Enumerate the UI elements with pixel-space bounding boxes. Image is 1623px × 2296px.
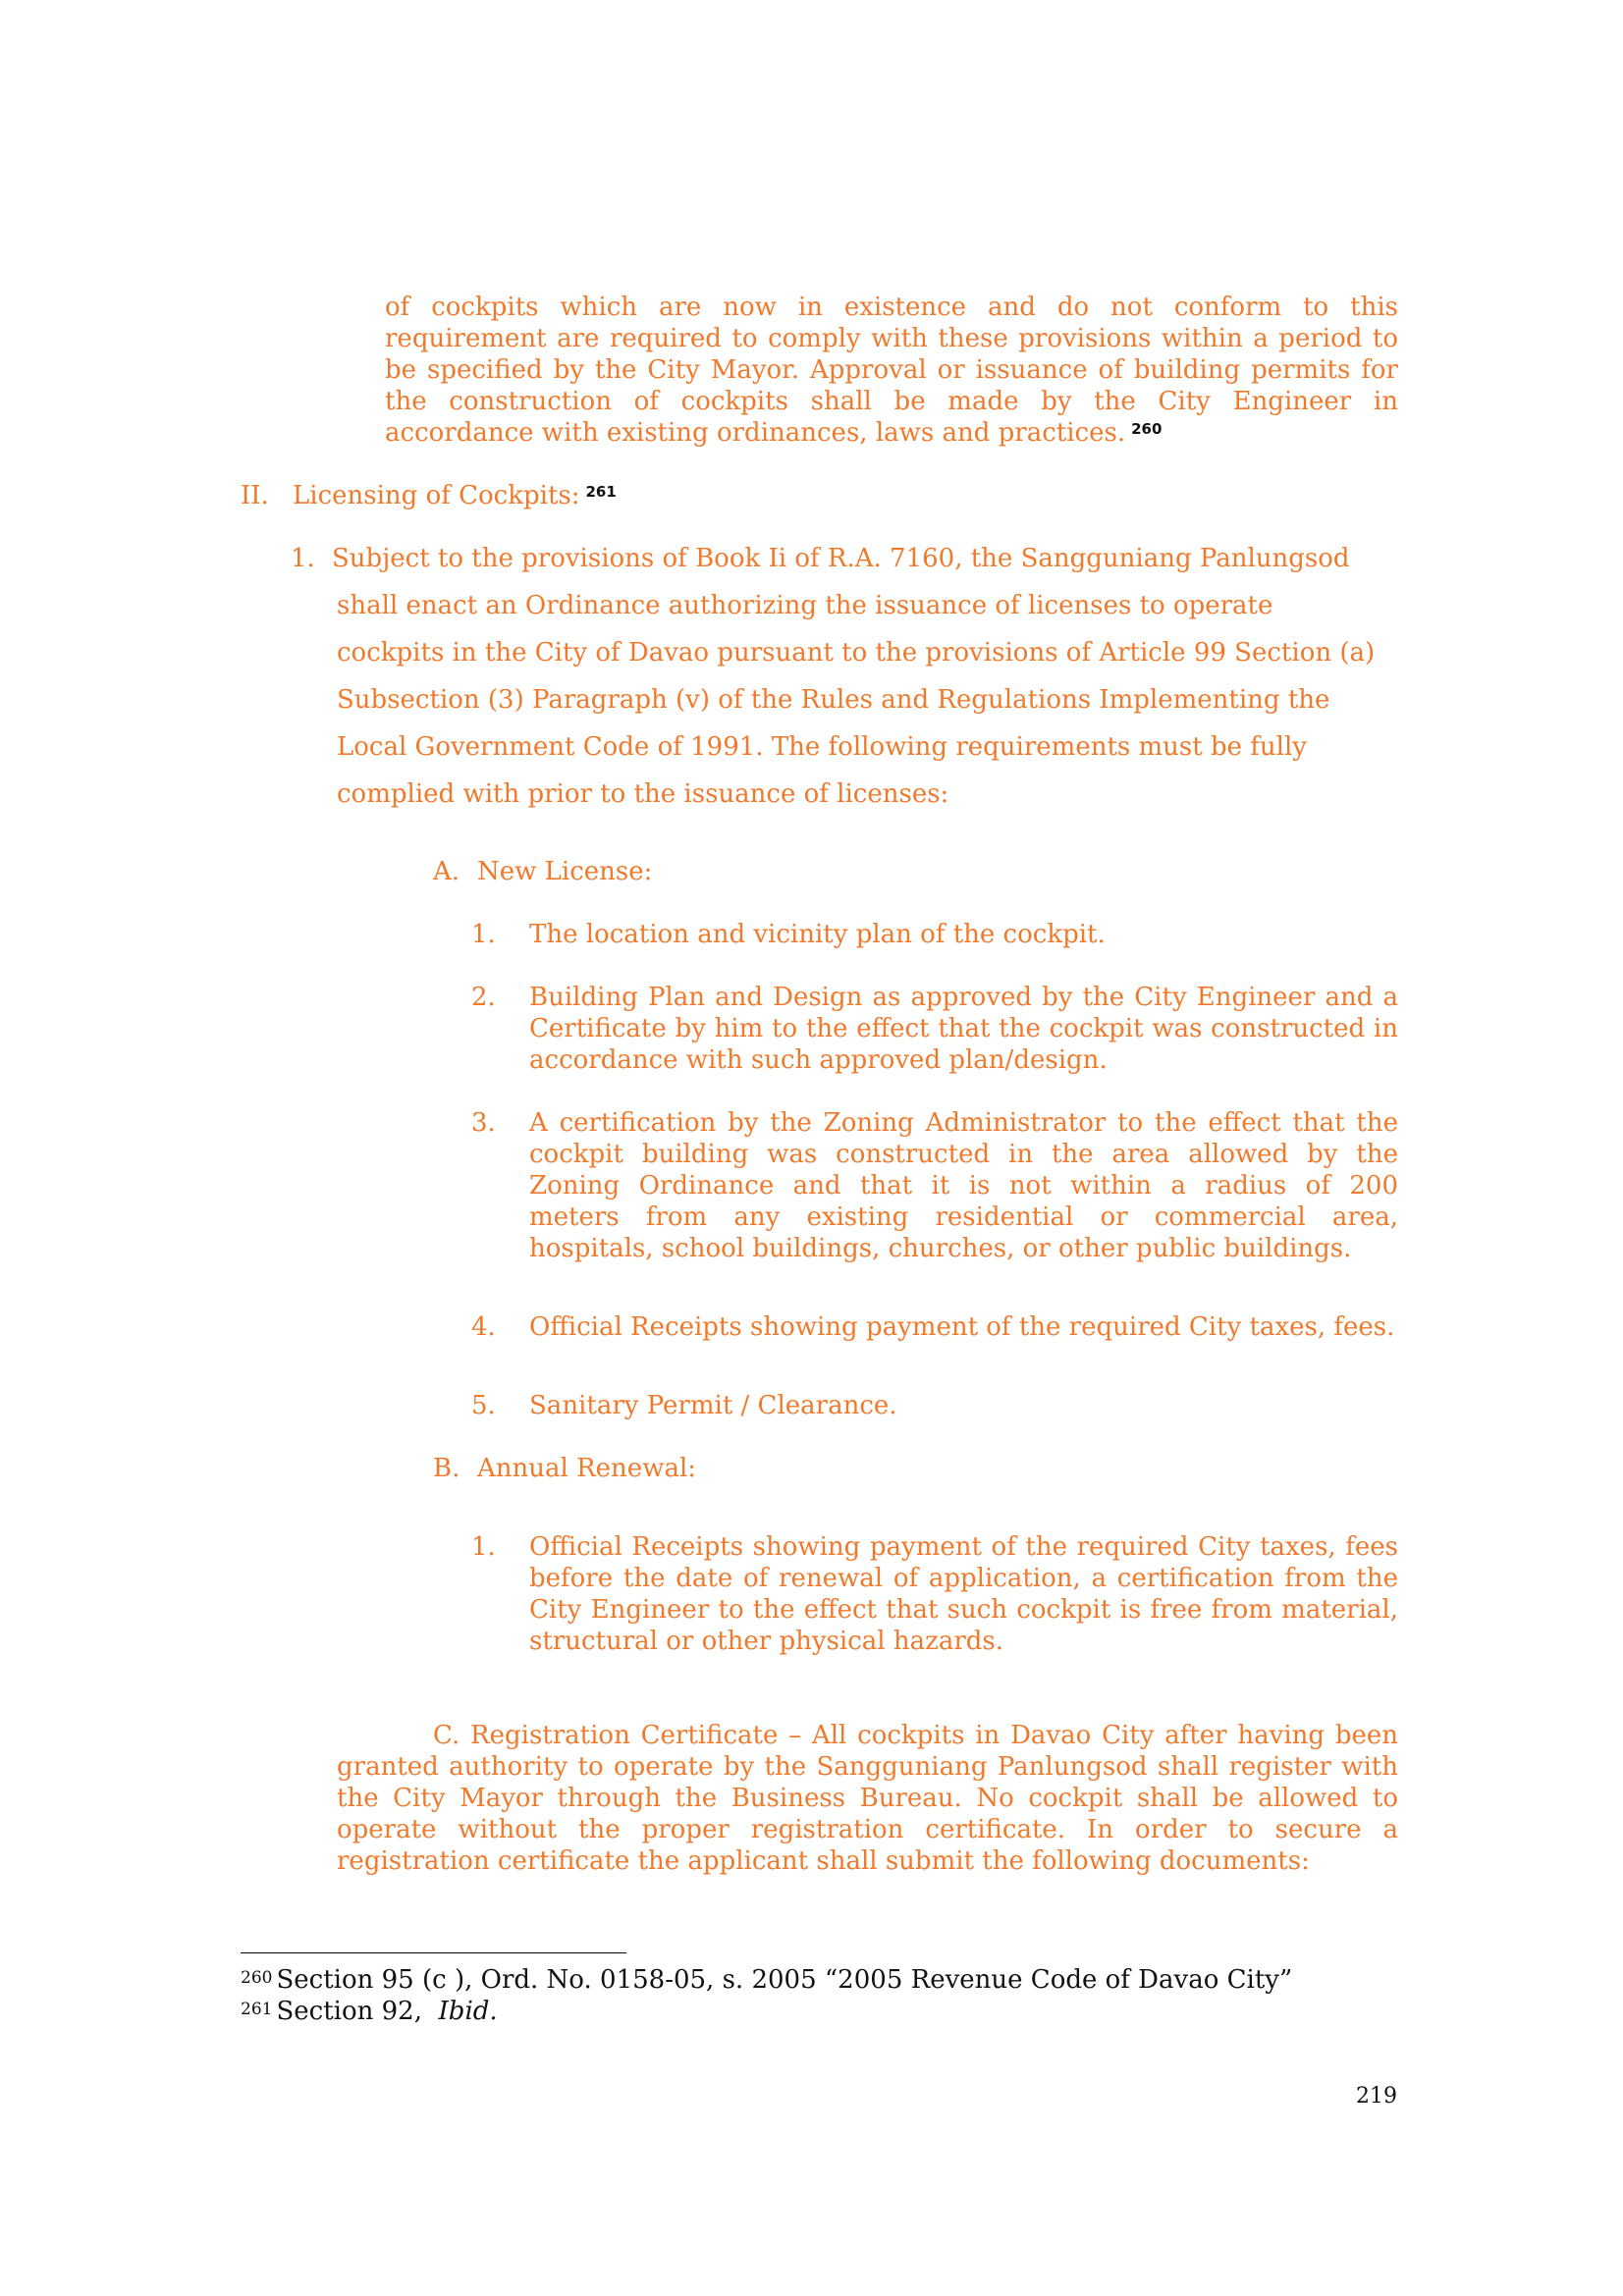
registration-certificate-paragraph (337, 1720, 1398, 1877)
list-number: 4. (471, 1312, 496, 1342)
annual-renewal-label: B. (433, 1454, 460, 1483)
new-license-label: A. (433, 857, 460, 886)
footnote-ref-260[interactable]: 260 (1131, 420, 1163, 438)
footnote-260 (241, 1964, 1292, 1996)
paragraph-line: the City Mayor through the Business Bureau. No cockpit shall be allowed to (337, 1784, 1398, 1813)
list-number: 3. (471, 1108, 496, 1138)
item-1-line: Local Government Code of 1991. The following requirements must be fully (337, 732, 1307, 762)
item-1-line: cockpits in the City of Davao pursuant to the provisions of Article 99 Section (a) (337, 638, 1376, 667)
paragraph-line: C. Registration Certificate – All cockpits in Davao City after having been (433, 1721, 1398, 1750)
paragraph-line: be specified by the City Mayor. Approval or issuance of building permits for (385, 355, 1398, 385)
item-1-line: complied with prior to the issuance of licenses: (337, 779, 949, 809)
list-item-line: Official Receipts showing payment of the required City taxes, fees (529, 1532, 1398, 1562)
list-item-line: structural or other physical hazards. (529, 1627, 1004, 1656)
footnote-ref-261[interactable]: 261 (585, 483, 617, 501)
footnote-text: Section 95 (c ), Ord. No. 0158-05, s. 2005 “2005 Revenue Code of Davao City” (276, 1965, 1293, 1995)
list-item (529, 1531, 1398, 1657)
list-number: 1. (471, 920, 496, 949)
item-1-line: Subsection (3) Paragraph (v) of the Rules and Regulations Implementing the (337, 685, 1330, 715)
annual-renewal-title: Annual Renewal: (477, 1454, 697, 1483)
section-ii-label: II. (241, 481, 269, 510)
paragraph-line-last (385, 417, 1398, 449)
list-number: 5. (471, 1391, 496, 1420)
list-item-line: Official Receipts showing payment of the required City taxes, fees. (529, 1312, 1395, 1342)
footnote-number: 260 (241, 1968, 273, 1988)
list-number: 2. (471, 983, 496, 1012)
list-item-line: Zoning Ordinance and that it is not within a radius of 200 (529, 1171, 1398, 1201)
page-number: 219 (1356, 2084, 1397, 2109)
list-item-line: Building Plan and Design as approved by the City Engineer and a (529, 983, 1398, 1012)
item-1-number: 1. (291, 544, 315, 573)
paragraph-line: the construction of cockpits shall be made by the City Engineer in (385, 387, 1398, 416)
list-item-line: City Engineer to the effect that such cockpit is free from material, (529, 1595, 1398, 1625)
list-item-line: Sanitary Permit / Clearance. (529, 1391, 897, 1420)
item-1-first-line: Subject to the provisions of Book Ii of R.A. 7160, the Sangguniang Panlungsod (332, 544, 1350, 573)
list-item (529, 1390, 1398, 1421)
footnote-text: Section 92, (276, 1997, 439, 2026)
paragraph-line-text: accordance with existing ordinances, laws and practices. (385, 418, 1126, 448)
paragraph-line: of cockpits which are now in existence and do not conform to this (385, 293, 1398, 322)
paragraph-line: requirement are required to comply with these provisions within a period to (385, 324, 1398, 353)
new-license-title: New License: (477, 857, 653, 886)
paragraph-line: registration certificate the applicant shall submit the following documents: (337, 1846, 1310, 1876)
list-item-line: hospitals, school buildings, churches, or other public buildings. (529, 1234, 1352, 1263)
list-item (529, 1311, 1398, 1343)
list-item-line: cockpit building was constructed in the area allowed by the (529, 1140, 1398, 1169)
list-item-line: before the date of renewal of application, a certification from the (529, 1564, 1398, 1593)
section-ii-title: Licensing of Cockpits: (293, 481, 580, 510)
footnote-italic: Ibid. (438, 1997, 498, 2026)
list-item (529, 1107, 1398, 1264)
paragraph-line: granted authority to operate by the Sangguniang Panlungsod shall register with (337, 1752, 1398, 1782)
list-item-line: Certificate by him to the effect that the cockpit was constructed in (529, 1014, 1398, 1043)
footnote-separator (241, 1952, 626, 1953)
list-item (529, 982, 1398, 1076)
footnote-261 (241, 1996, 498, 2027)
footnote-number: 261 (241, 2000, 273, 2019)
list-item-line: meters from any existing residential or commercial area, (529, 1202, 1398, 1232)
paragraph-line: operate without the proper registration certificate. In order to secure a (337, 1815, 1398, 1844)
list-number: 1. (471, 1532, 496, 1562)
section-ii-heading (293, 480, 617, 511)
list-item-line: The location and vicinity plan of the cockpit. (529, 920, 1106, 949)
list-item-line: A certification by the Zoning Administrator to the effect that the (529, 1108, 1398, 1138)
list-item-line: accordance with such approved plan/design. (529, 1045, 1108, 1075)
list-item (529, 919, 1398, 950)
continued-paragraph (385, 292, 1398, 449)
item-1-line: shall enact an Ordinance authorizing the issuance of licenses to operate (337, 591, 1273, 620)
